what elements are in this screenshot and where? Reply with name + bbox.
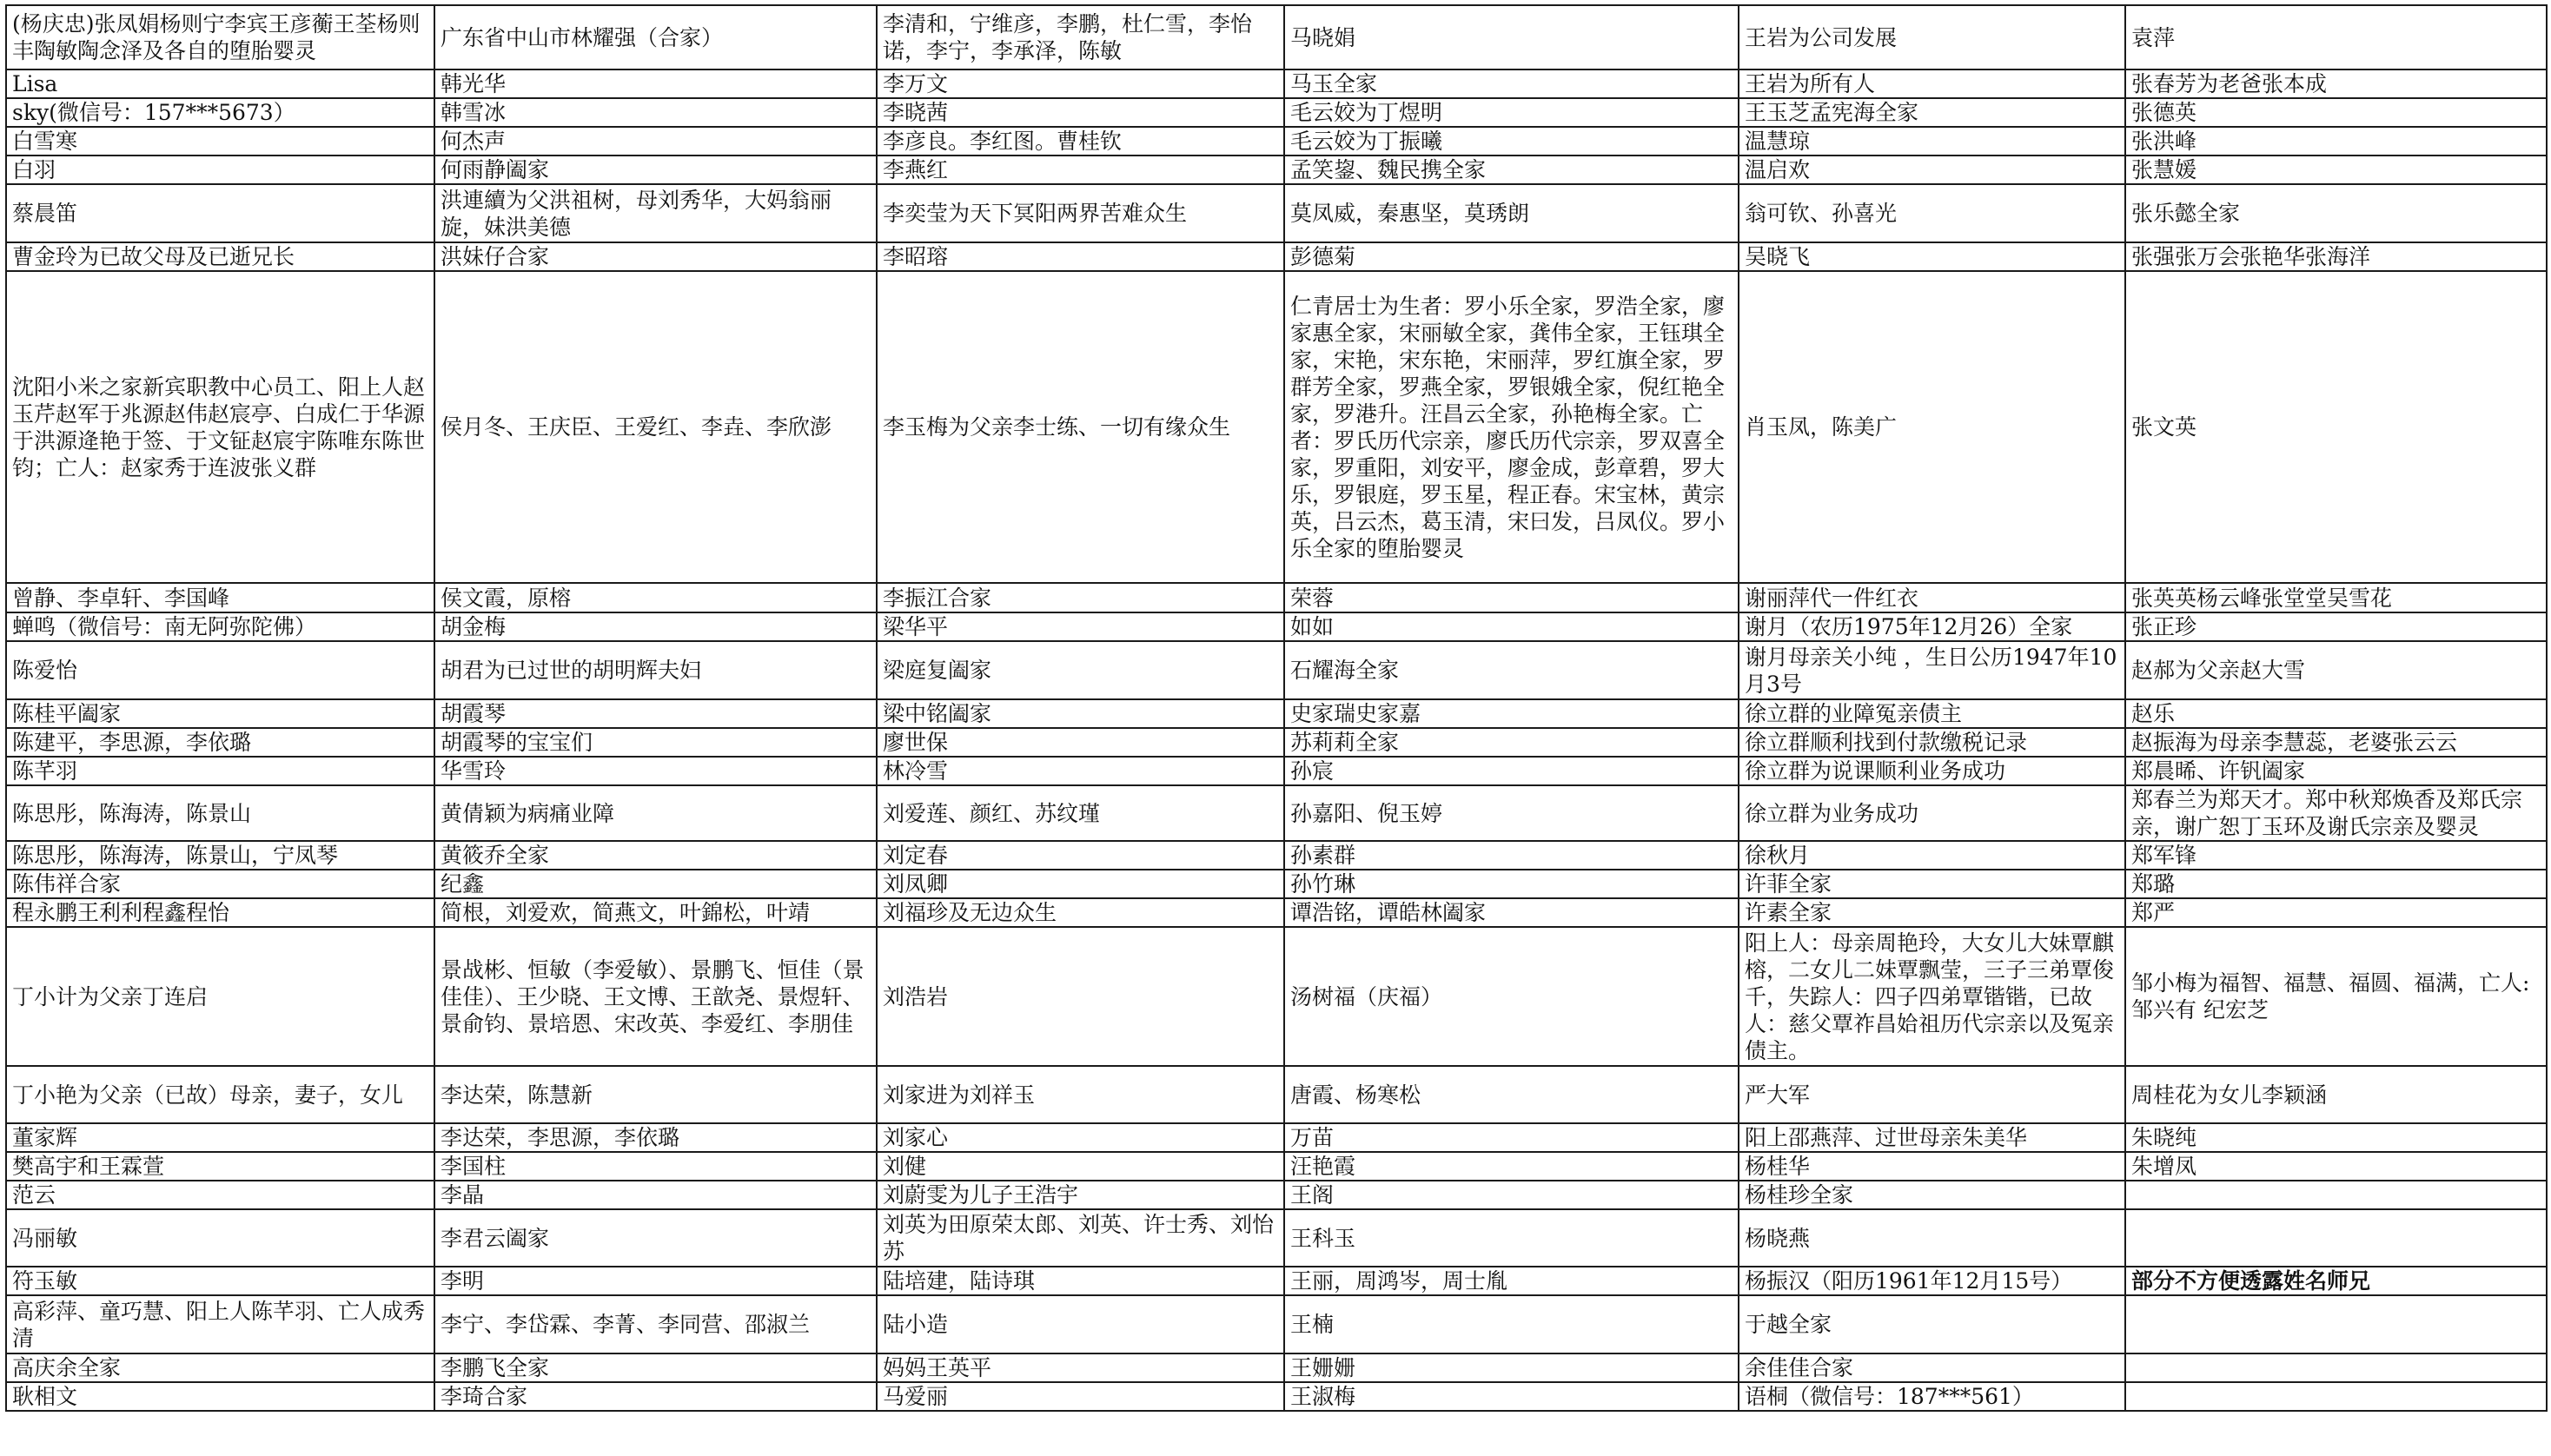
table-cell-col-4: 毛云姣为丁振曦 [1284,127,1739,156]
table-cell-col-3: 李燕红 [877,156,1284,184]
table-cell-col-6: 郑春兰为郑天才。郑中秋郑焕香及郑氏宗亲，谢广恕丁玉环及谢氏宗亲及婴灵 [2125,785,2547,841]
table-cell-col-4: 马玉全家 [1284,69,1739,98]
table-cell-col-6: 邹小梅为福智、福慧、福圆、福满，亡人:邹兴有 纪宏芝 [2125,927,2547,1066]
table-cell-col-6: 周桂花为女儿李颖涵 [2125,1066,2547,1123]
table-cell-col-6: 张文英 [2125,271,2547,583]
table-cell-col-4: 王丽，周鸿岑，周士胤 [1284,1267,1739,1295]
table-cell-col-6 [2125,1382,2547,1411]
table-cell-col-6: 郑晨晞、许钒阖家 [2125,757,2547,785]
table-cell-col-5: 杨振汉（阳历1961年12月15号） [1739,1267,2125,1295]
table-cell-col-6 [2125,1295,2547,1353]
table-cell-col-6: 张洪峰 [2125,127,2547,156]
table-cell-col-3: 刘浩岩 [877,927,1284,1066]
table-cell-col-6: 郑军锋 [2125,841,2547,870]
table-cell-col-2: 何雨静阖家 [434,156,877,184]
table-cell-col-3: 李彦良。李红图。曹桂钦 [877,127,1284,156]
table-cell-col-1: 曾静、李卓轩、李国峰 [6,583,434,612]
table-row [6,785,2547,841]
table-cell-col-6 [2125,1209,2547,1267]
table-row [6,1267,2547,1295]
table-cell-col-5: 杨桂珍全家 [1739,1181,2125,1209]
table-cell-col-1: 陈芊羽 [6,757,434,785]
table-cell-col-2: 李君云阖家 [434,1209,877,1267]
table-row [6,927,2547,1066]
table-cell-col-2: 黄筱乔全家 [434,841,877,870]
table-cell-col-1: 陈桂平阖家 [6,699,434,728]
table-row [6,156,2547,184]
table-cell-col-4: 如如 [1284,612,1739,641]
table-cell-col-4: 彭德菊 [1284,242,1739,271]
table-row [6,1209,2547,1267]
table-cell-col-2: 洪連續为父洪祖树，母刘秀华，大妈翁丽旋，妹洪美德 [434,184,877,242]
table-cell-col-1: 曹金玲为已故父母及已逝兄长 [6,242,434,271]
table-cell-col-5: 王岩为所有人 [1739,69,2125,98]
table-cell-col-5: 谢月母亲关小纯 ，生日公历1947年10月3号 [1739,641,2125,699]
table-cell-col-6: 朱增凤 [2125,1152,2547,1181]
table-row [6,870,2547,898]
table-cell-col-2: 李国柱 [434,1152,877,1181]
table-cell-col-3: 刘定春 [877,841,1284,870]
table-cell-col-2: 韩雪冰 [434,98,877,127]
table-row [6,841,2547,870]
table-cell-col-6: 张乐懿全家 [2125,184,2547,242]
table-cell-col-5: 谢月（农历1975年12月26）全家 [1739,612,2125,641]
table-cell-col-1: 陈思彤，陈海涛，陈景山，宁凤琴 [6,841,434,870]
table-cell-col-2: 侯月冬、王庆臣、王爱红、李垚、李欣澎 [434,271,877,583]
table-row [6,699,2547,728]
table-cell-col-5: 杨桂华 [1739,1152,2125,1181]
table-cell-col-2: 李晶 [434,1181,877,1209]
table-cell-col-3: 刘英为田原荣太郎、刘英、许士秀、刘怡苏 [877,1209,1284,1267]
table-cell-col-6: 张慧媛 [2125,156,2547,184]
table-cell-col-5: 翁可钦、孙喜光 [1739,184,2125,242]
table-cell-col-1: 丁小计为父亲丁连启 [6,927,434,1066]
table-cell-col-4: 王阁 [1284,1181,1739,1209]
table-cell-col-3: 李昭瑢 [877,242,1284,271]
table-cell-col-1: 高彩萍、童巧慧、阳上人陈芊羽、亡人成秀清 [6,1295,434,1353]
table-cell-col-5: 徐立群的业障冤亲债主 [1739,699,2125,728]
table-cell-col-5: 余佳佳合家 [1739,1353,2125,1382]
table-cell-col-6: 张春芳为老爸张本成 [2125,69,2547,98]
table-cell-col-5: 王岩为公司发展 [1739,5,2125,69]
table-cell-col-4: 万苗 [1284,1123,1739,1152]
table-cell-col-6: 张德英 [2125,98,2547,127]
table-cell-col-5: 王玉芝孟宪海全家 [1739,98,2125,127]
table-cell-col-4: 王科玉 [1284,1209,1739,1267]
table-cell-col-1: 程永鹏王利利程鑫程怡 [6,898,434,927]
table-cell-col-2: 韩光华 [434,69,877,98]
table-cell-col-2: 纪鑫 [434,870,877,898]
table-cell-col-1: 陈爱怡 [6,641,434,699]
table-row [6,728,2547,757]
table-cell-col-4: 王淑梅 [1284,1382,1739,1411]
table-cell-col-4: 孙宸 [1284,757,1739,785]
table-cell-col-1: 丁小艳为父亲（已故）母亲，妻子，女儿 [6,1066,434,1123]
table-cell-col-1: sky(微信号：157***5673） [6,98,434,127]
table-cell-col-6: 赵郝为父亲赵大雪 [2125,641,2547,699]
table-cell-col-1: 符玉敏 [6,1267,434,1295]
table-cell-col-5: 徐立群顺利找到付款缴税记录 [1739,728,2125,757]
table-cell-col-6: 张正珍 [2125,612,2547,641]
table-cell-col-4: 唐霞、杨寒松 [1284,1066,1739,1123]
table-cell-col-3: 李奕莹为天下冥阳两界苦难众生 [877,184,1284,242]
table-cell-col-1: 范云 [6,1181,434,1209]
table-cell-col-5: 徐立群为说课顺利业务成功 [1739,757,2125,785]
table-cell-col-3: 刘健 [877,1152,1284,1181]
table-cell-col-4: 孙竹琳 [1284,870,1739,898]
table-row [6,1382,2547,1411]
table-cell-col-2: 李宁、李岱霖、李菁、李同营、邵淑兰 [434,1295,877,1353]
table-cell-col-5: 谢丽萍代一件红衣 [1739,583,2125,612]
table-cell-col-5: 许菲全家 [1739,870,2125,898]
table-row [6,1066,2547,1123]
table-cell-col-2: 何杰声 [434,127,877,156]
table-cell-col-4: 汤树福（庆福） [1284,927,1739,1066]
table-cell-col-4: 莫凤威，秦惠坚，莫琇朗 [1284,184,1739,242]
table-cell-col-2: 胡霞琴 [434,699,877,728]
table-cell-col-4: 史家瑞史家嘉 [1284,699,1739,728]
table-cell-col-5: 许素全家 [1739,898,2125,927]
table-cell-col-3: 李晓茜 [877,98,1284,127]
table-cell-col-6: 部分不方便透露姓名师兄 [2125,1267,2547,1295]
table-cell-col-1: 陈建平，李思源，李依璐 [6,728,434,757]
table-cell-col-4: 荣蓉 [1284,583,1739,612]
table-row [6,1181,2547,1209]
table-row [6,1295,2547,1353]
table-cell-col-2: 李明 [434,1267,877,1295]
table-cell-col-5: 于越全家 [1739,1295,2125,1353]
table-cell-col-5: 吴晓飞 [1739,242,2125,271]
table-cell-col-1: 耿相文 [6,1382,434,1411]
table-row [6,1123,2547,1152]
table-row [6,757,2547,785]
table-cell-col-6: 张强张万会张艳华张海洋 [2125,242,2547,271]
table-cell-col-3: 李清和，宁维彦，李鹏，杜仁雪，李怡诺，李宁，李承泽，陈敏 [877,5,1284,69]
table-cell-col-5: 杨晓燕 [1739,1209,2125,1267]
table-cell-col-3: 李万文 [877,69,1284,98]
table-cell-col-1: 蝉鸣（微信号：南无阿弥陀佛） [6,612,434,641]
table-cell-col-1: 陈伟祥合家 [6,870,434,898]
table-cell-col-1: Lisa [6,69,434,98]
table-cell-col-6: 赵振海为母亲李慧蕊，老婆张云云 [2125,728,2547,757]
table-cell-col-2: 李琦合家 [434,1382,877,1411]
table-row [6,98,2547,127]
table-cell-col-5: 温启欢 [1739,156,2125,184]
table-cell-col-4: 王姗姗 [1284,1353,1739,1382]
table-cell-col-1: 白雪寒 [6,127,434,156]
table-cell-col-1: 沈阳小米之家新宾职教中心员工、阳上人赵玉芹赵军于兆源赵伟赵宸亭、白成仁于华源于洪源逄艳于签、于文钲赵宸宇陈唯东陈世钧；亡人：赵家秀于连波张义群 [6,271,434,583]
table-cell-col-6: 郑严 [2125,898,2547,927]
table-cell-col-4: 汪艳霞 [1284,1152,1739,1181]
table-cell-col-3: 刘蔚雯为儿子王浩宇 [877,1181,1284,1209]
table-cell-col-1: 董家辉 [6,1123,434,1152]
table-cell-col-1: 樊高宇和王霖萱 [6,1152,434,1181]
table-cell-col-2: 景战彬、恒敏（李爱敏）、景鹏飞、恒佳（景佳佳）、王少晓、王文博、王歆尧、景煜轩、景俞钧、景培恩、宋改英、李爱红、李朋佳 [434,927,877,1066]
table-cell-col-5: 徐立群为业务成功 [1739,785,2125,841]
table-cell-col-1: 高庆余全家 [6,1353,434,1382]
table-cell-col-1: (杨庆忠)张凤娟杨则宁李宾王彦蘅王荃杨则丰陶敏陶念泽及各自的堕胎婴灵 [6,5,434,69]
table-cell-col-1: 陈思彤，陈海涛，陈景山 [6,785,434,841]
table-cell-col-6: 袁萍 [2125,5,2547,69]
table-cell-col-2: 胡君为已过世的胡明辉夫妇 [434,641,877,699]
table-cell-col-3: 陆培建，陆诗琪 [877,1267,1284,1295]
table-cell-col-6 [2125,1353,2547,1382]
table-row [6,184,2547,242]
table-cell-col-4: 仁青居士为生者：罗小乐全家，罗浩全家，廖家惠全家，宋丽敏全家，龚伟全家，王钰琪全家，宋艳，宋东艳，宋丽萍，罗红旗全家，罗群芳全家，罗燕全家，罗银娥全家，倪红艳全家，罗港升。汪昌云全家，孙艳梅全家。亡者：罗氏历代宗亲，廖氏历代宗亲，罗双喜全家，罗重阳，刘安平，廖金成，彭章碧，罗大乐，罗银庭，罗玉星，程正春。宋宝林，黄宗英，吕云杰，葛玉清，宋曰发，吕凤仪。罗小乐全家的堕胎婴灵 [1284,271,1739,583]
table-row [6,69,2547,98]
table-cell-col-3: 陆小造 [877,1295,1284,1353]
table-cell-col-3: 刘爱莲、颜红、苏纹瑾 [877,785,1284,841]
table-cell-col-1: 白羽 [6,156,434,184]
table-cell-col-3: 梁庭复阖家 [877,641,1284,699]
table-cell-col-2: 李达荣，陈慧新 [434,1066,877,1123]
table-cell-col-1: 冯丽敏 [6,1209,434,1267]
table-cell-col-3: 李玉梅为父亲李士练、一切有缘众生 [877,271,1284,583]
table-cell-col-2: 胡霞琴的宝宝们 [434,728,877,757]
table-cell-col-5: 徐秋月 [1739,841,2125,870]
table-cell-col-3: 刘福珍及无边众生 [877,898,1284,927]
table-cell-col-2: 黄倩颖为病痛业障 [434,785,877,841]
table-cell-col-6: 郑璐 [2125,870,2547,898]
table-cell-col-3: 梁中铭阖家 [877,699,1284,728]
table-cell-col-5: 阳上邵燕萍、过世母亲朱美华 [1739,1123,2125,1152]
table-row [6,612,2547,641]
table-cell-col-3: 妈妈王英平 [877,1353,1284,1382]
table-cell-col-4: 苏莉莉全家 [1284,728,1739,757]
table-cell-col-2: 华雪玲 [434,757,877,785]
table-cell-col-3: 刘家心 [877,1123,1284,1152]
table-cell-col-3: 马爱丽 [877,1382,1284,1411]
table-cell-col-2: 李鹏飞全家 [434,1353,877,1382]
table-cell-col-3: 梁华平 [877,612,1284,641]
table-cell-col-4: 孙嘉阳、倪玉婷 [1284,785,1739,841]
table-cell-col-5: 阳上人：母亲周艳玲，大女儿大妹覃麒榕，二女儿二妹覃飘莹，三子三弟覃俊千，失踪人：四子四弟覃锴锴，已故人：慈父覃祚昌姶祖历代宗亲以及冤亲债主。 [1739,927,2125,1066]
table-row [6,127,2547,156]
table-cell-col-4: 马晓娟 [1284,5,1739,69]
table-row [6,271,2547,583]
table-cell-col-4: 孙素群 [1284,841,1739,870]
table-cell-col-2: 胡金梅 [434,612,877,641]
table-cell-col-2: 广东省中山市林耀强（合家） [434,5,877,69]
table-cell-col-4: 石耀海全家 [1284,641,1739,699]
table-cell-col-6 [2125,1181,2547,1209]
table-cell-col-3: 李振江合家 [877,583,1284,612]
table-row [6,5,2547,69]
table-cell-col-6: 张英英杨云峰张堂堂吴雪花 [2125,583,2547,612]
table-cell-col-6: 赵乐 [2125,699,2547,728]
table-cell-col-3: 刘凤卿 [877,870,1284,898]
table-cell-col-1: 蔡晨笛 [6,184,434,242]
table-cell-col-4: 毛云姣为丁煜明 [1284,98,1739,127]
table-row [6,898,2547,927]
table-cell-col-5: 严大军 [1739,1066,2125,1123]
table-cell-col-4: 谭浩铭，谭皓林阖家 [1284,898,1739,927]
table-cell-col-4: 孟笑鋆、魏民携全家 [1284,156,1739,184]
table-row [6,1353,2547,1382]
table-cell-col-2: 洪妹仔合家 [434,242,877,271]
table-cell-col-4: 王楠 [1284,1295,1739,1353]
table-cell-col-2: 侯文霞，原榕 [434,583,877,612]
dedication-name-table [5,4,2548,1412]
table-row [6,641,2547,699]
table-cell-col-5: 肖玉凤，陈美广 [1739,271,2125,583]
table-cell-col-3: 刘家进为刘祥玉 [877,1066,1284,1123]
table-row [6,583,2547,612]
table-cell-col-5: 语桐（微信号：187***561） [1739,1382,2125,1411]
table-cell-col-2: 简根，刘爱欢，简燕文，叶錦松，叶靖 [434,898,877,927]
table-cell-col-3: 廖世保 [877,728,1284,757]
table-body [6,5,2547,1411]
table-row [6,242,2547,271]
table-cell-col-5: 温慧琼 [1739,127,2125,156]
table-cell-col-6: 朱晓纯 [2125,1123,2547,1152]
table-cell-col-3: 林冷雪 [877,757,1284,785]
table-cell-col-2: 李达荣，李思源，李依璐 [434,1123,877,1152]
table-row [6,1152,2547,1181]
